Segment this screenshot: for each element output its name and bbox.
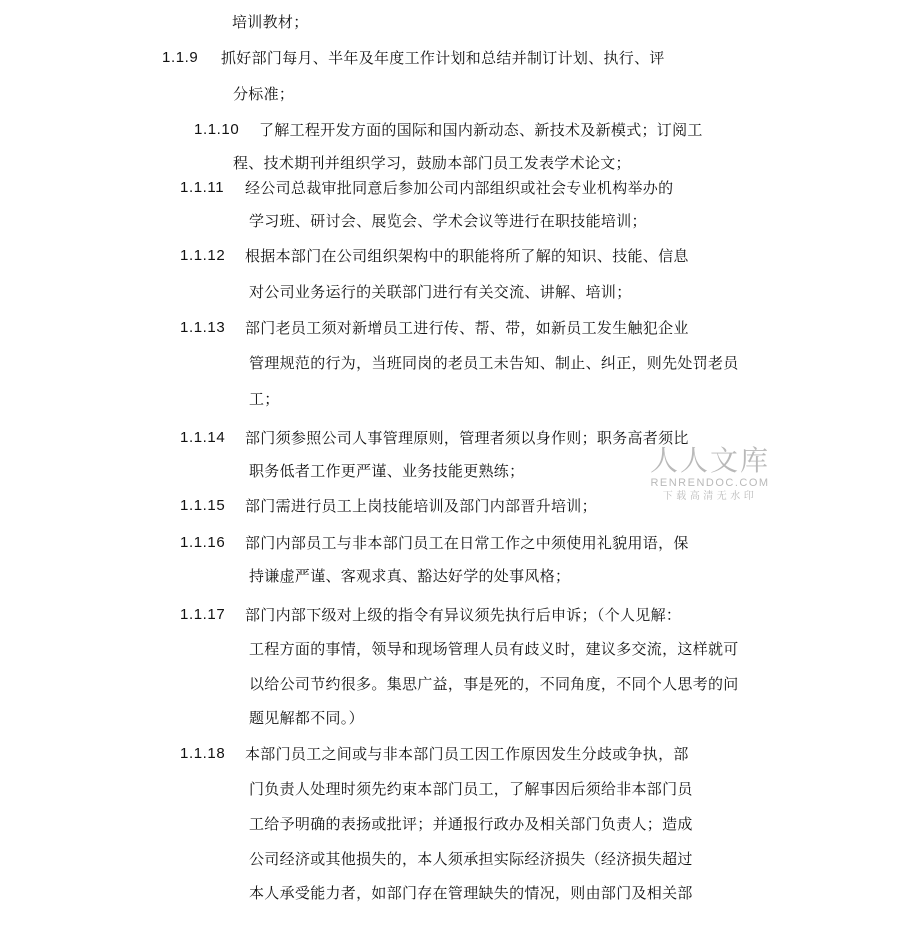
clause-text-line: 部门内部下级对上级的指令有异议须先执行后申诉；（个人见解： (245, 606, 682, 624)
clause-number: 1.1.14 (180, 429, 226, 446)
clause-number: 1.1.9 (162, 49, 199, 66)
clause-number: 1.1.13 (180, 319, 226, 336)
clause-text-line: 部门内部员工与非本部门员工在日常工作之中须使用礼貌用语，保 (245, 534, 689, 552)
watermark (645, 445, 775, 503)
clause-text-line: 部门老员工须对新增员工进行传、帮、带，如新员工发生触犯企业 (245, 319, 689, 337)
clause-text-line: 公司经济或其他损失的，本人须承担实际经济损失（经济损失超过 (249, 850, 693, 868)
clause-number: 1.1.12 (180, 247, 226, 264)
clause-number: 1.1.15 (180, 497, 226, 514)
intro-line: 培训教材； (232, 13, 309, 31)
clause-text-line: 程、技术期刊并组织学习，鼓励本部门员工发表学术论文； (233, 154, 631, 172)
clause-number: 1.1.18 (180, 745, 226, 762)
clause-text-line: 管理规范的行为，当班同岗的老员工未告知、制止、纠正，则先处罚老员 (249, 354, 739, 372)
clause-text-line: 工程方面的事情，领导和现场管理人员有歧义时，建议多交流，这样就可 (249, 640, 739, 658)
clause-text-line: 分标准； (233, 85, 295, 103)
clause-text-line: 工给予明确的表扬或批评；并通报行政办及相关部门负责人；造成 (249, 815, 693, 833)
clause-number: 1.1.11 (180, 179, 225, 196)
clause-text-line: 对公司业务运行的关联部门进行有关交流、讲解、培训； (249, 283, 632, 301)
clause-text-line: 经公司总裁审批同意后参加公司内部组织或社会专业机构举办的 (245, 179, 674, 197)
clause-text-line: 以给公司节约很多。集思广益，事是死的，不同角度，不同个人思考的问 (249, 675, 739, 693)
clause-text-line: 部门需进行员工上岗技能培训及部门内部晋升培训； (245, 497, 597, 515)
clause-text-line: 持谦虚严谨、客观求真、豁达好学的处事风格； (249, 567, 571, 585)
clause-text-line: 本部门员工之间或与非本部门员工因工作原因发生分歧或争执，部 (245, 745, 689, 763)
clause-text-line: 职务低者工作更严谨、业务技能更熟练； (249, 462, 525, 480)
clause-number: 1.1.16 (180, 534, 226, 551)
clause-text-line: 部门须参照公司人事管理原则，管理者须以身作则；职务高者须比 (245, 429, 689, 447)
clause-text-line: 本人承受能力者，如部门存在管理缺失的情况，则由部门及相关部 (249, 884, 693, 902)
clause-number: 1.1.10 (194, 121, 240, 138)
clause-text-line: 根据本部门在公司组织架构中的职能将所了解的知识、技能、信息 (245, 247, 689, 265)
watermark-tagline: 下载高清无水印 (662, 491, 758, 502)
clause-text-line: 学习班、研讨会、展览会、学术会议等进行在职技能培训； (249, 212, 647, 230)
watermark-domain: RENRENDOC.COM (650, 477, 770, 489)
clause-text-line: 门负责人处理时须先约束本部门员工，了解事因后须给非本部门员 (249, 780, 693, 798)
clause-text-line: 题见解都不同。） (249, 709, 364, 727)
clause-text-line: 工； (249, 390, 280, 408)
clause-number: 1.1.17 (180, 606, 226, 623)
clause-text-line: 抓好部门每月、半年及年度工作计划和总结并制订计划、执行、评 (221, 49, 665, 67)
clause-text-line: 了解工程开发方面的国际和国内新动态、新技术及新模式；订阅工 (259, 121, 703, 139)
watermark-title: 人人文库 (649, 444, 770, 477)
